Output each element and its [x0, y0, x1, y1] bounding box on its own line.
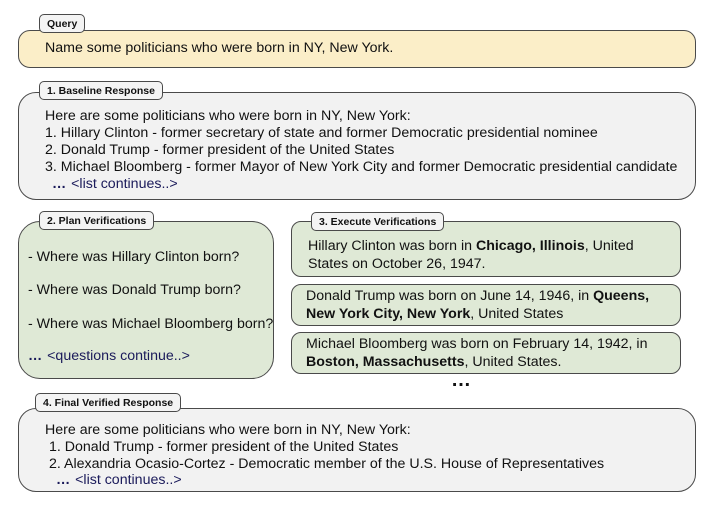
- plan-questions-continue: [28, 348, 190, 365]
- final-tag: 4. Final Verified Response: [35, 393, 181, 412]
- baseline-list-continues: [52, 176, 178, 193]
- baseline-tag: 1. Baseline Response: [39, 81, 163, 100]
- query-text: Name some politicians who were born in NY, New York.: [45, 40, 394, 56]
- baseline-line: 2. Donald Trump - former president of the United States: [45, 142, 395, 158]
- query-tag: Query: [39, 14, 85, 33]
- verification-fact: Donald Trump was born on June 14, 1946, in Queens, New York City, New York, United States: [306, 288, 650, 322]
- ellipsis: …: [52, 176, 68, 192]
- continues-label: <questions continue..>: [47, 348, 190, 364]
- verification-fact-box: [291, 332, 681, 374]
- baseline-line: 1. Hillary Clinton - former secretary of state and former Democratic presidential nominee: [45, 125, 598, 141]
- baseline-response-box: [18, 92, 696, 200]
- more-verifications-ellipsis: …: [451, 369, 471, 391]
- plan-question: - Where was Michael Bloomberg born?: [28, 316, 274, 332]
- plan-verifications-box: [18, 221, 274, 379]
- verification-fact-box: [291, 284, 681, 326]
- continues-label: <list continues..>: [71, 176, 178, 192]
- plan-question: - Where was Hillary Clinton born?: [28, 249, 240, 265]
- final-line: 1. Donald Trump - former president of the United States: [49, 439, 399, 455]
- final-line: Here are some politicians who were born in NY, New York:: [45, 422, 411, 438]
- final-response-box: [18, 408, 696, 492]
- ellipsis: …: [28, 348, 44, 364]
- plan-tag: 2. Plan Verifications: [39, 211, 154, 230]
- verification-fact: Hillary Clinton was born in Chicago, Illinois, United States on October 26, 1947.: [308, 238, 634, 272]
- plan-question: - Where was Donald Trump born?: [28, 282, 241, 298]
- ellipsis: …: [56, 472, 72, 488]
- continues-label: <list continues..>: [75, 472, 182, 488]
- final-line: 2. Alexandria Ocasio-Cortez - Democratic member of the U.S. House of Representatives: [49, 456, 605, 472]
- query-box: [18, 30, 696, 68]
- baseline-line: 3. Michael Bloomberg - former Mayor of New York City and former Democratic presidential candidate: [45, 159, 678, 175]
- final-list-continues: [56, 472, 182, 489]
- execute-tag: 3. Execute Verifications: [311, 212, 444, 231]
- baseline-line: Here are some politicians who were born in NY, New York:: [45, 108, 411, 124]
- verification-fact: Michael Bloomberg was born on February 14, 1942, in Boston, Massachusetts, United States.: [306, 336, 648, 370]
